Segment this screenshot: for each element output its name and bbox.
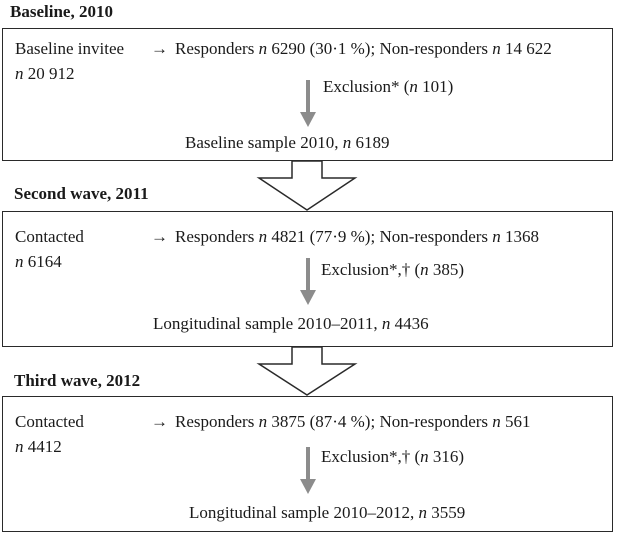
sample-text: Longitudinal sample 2010–2012, n 3559 — [189, 503, 466, 522]
left-label: Contacted — [15, 412, 84, 431]
gray-down-arrow-icon — [300, 447, 316, 494]
hollow-down-arrow-icon — [259, 161, 355, 210]
gray-down-arrow-icon — [300, 80, 316, 127]
left-count: n 4412 — [15, 437, 62, 456]
exclusion-text: Exclusion*,† (n 385) — [321, 260, 465, 279]
responders-text: Responders n 3875 (87·4 %); Non-responders n 561 — [175, 412, 531, 431]
left-count: n 6164 — [15, 252, 62, 271]
responders-text: Responders n 4821 (77·9 %); Non-responders n 1368 — [175, 227, 540, 246]
sample-text: Longitudinal sample 2010–2011, n 4436 — [153, 314, 429, 333]
right-arrow-icon: → — [151, 412, 168, 431]
wave-title-third: Third wave, 2012 — [14, 371, 141, 390]
left-count: n 20 912 — [15, 64, 75, 83]
responders-text: Responders n 6290 (30·1 %); Non-responders n 14 622 — [175, 39, 552, 58]
wave-title-baseline: Baseline, 2010 — [10, 2, 113, 21]
left-label: Contacted — [15, 227, 84, 246]
hollow-down-arrow-icon — [259, 347, 355, 395]
exclusion-text: Exclusion*,† (n 316) — [321, 447, 465, 466]
exclusion-text: Exclusion* (n 101) — [323, 77, 454, 96]
left-label: Baseline invitee — [15, 39, 125, 58]
right-arrow-icon: → — [151, 39, 168, 58]
sample-text: Baseline sample 2010, n 6189 — [185, 133, 390, 152]
wave-title-second: Second wave, 2011 — [14, 184, 149, 203]
right-arrow-icon: → — [151, 227, 168, 246]
gray-down-arrow-icon — [300, 258, 316, 305]
